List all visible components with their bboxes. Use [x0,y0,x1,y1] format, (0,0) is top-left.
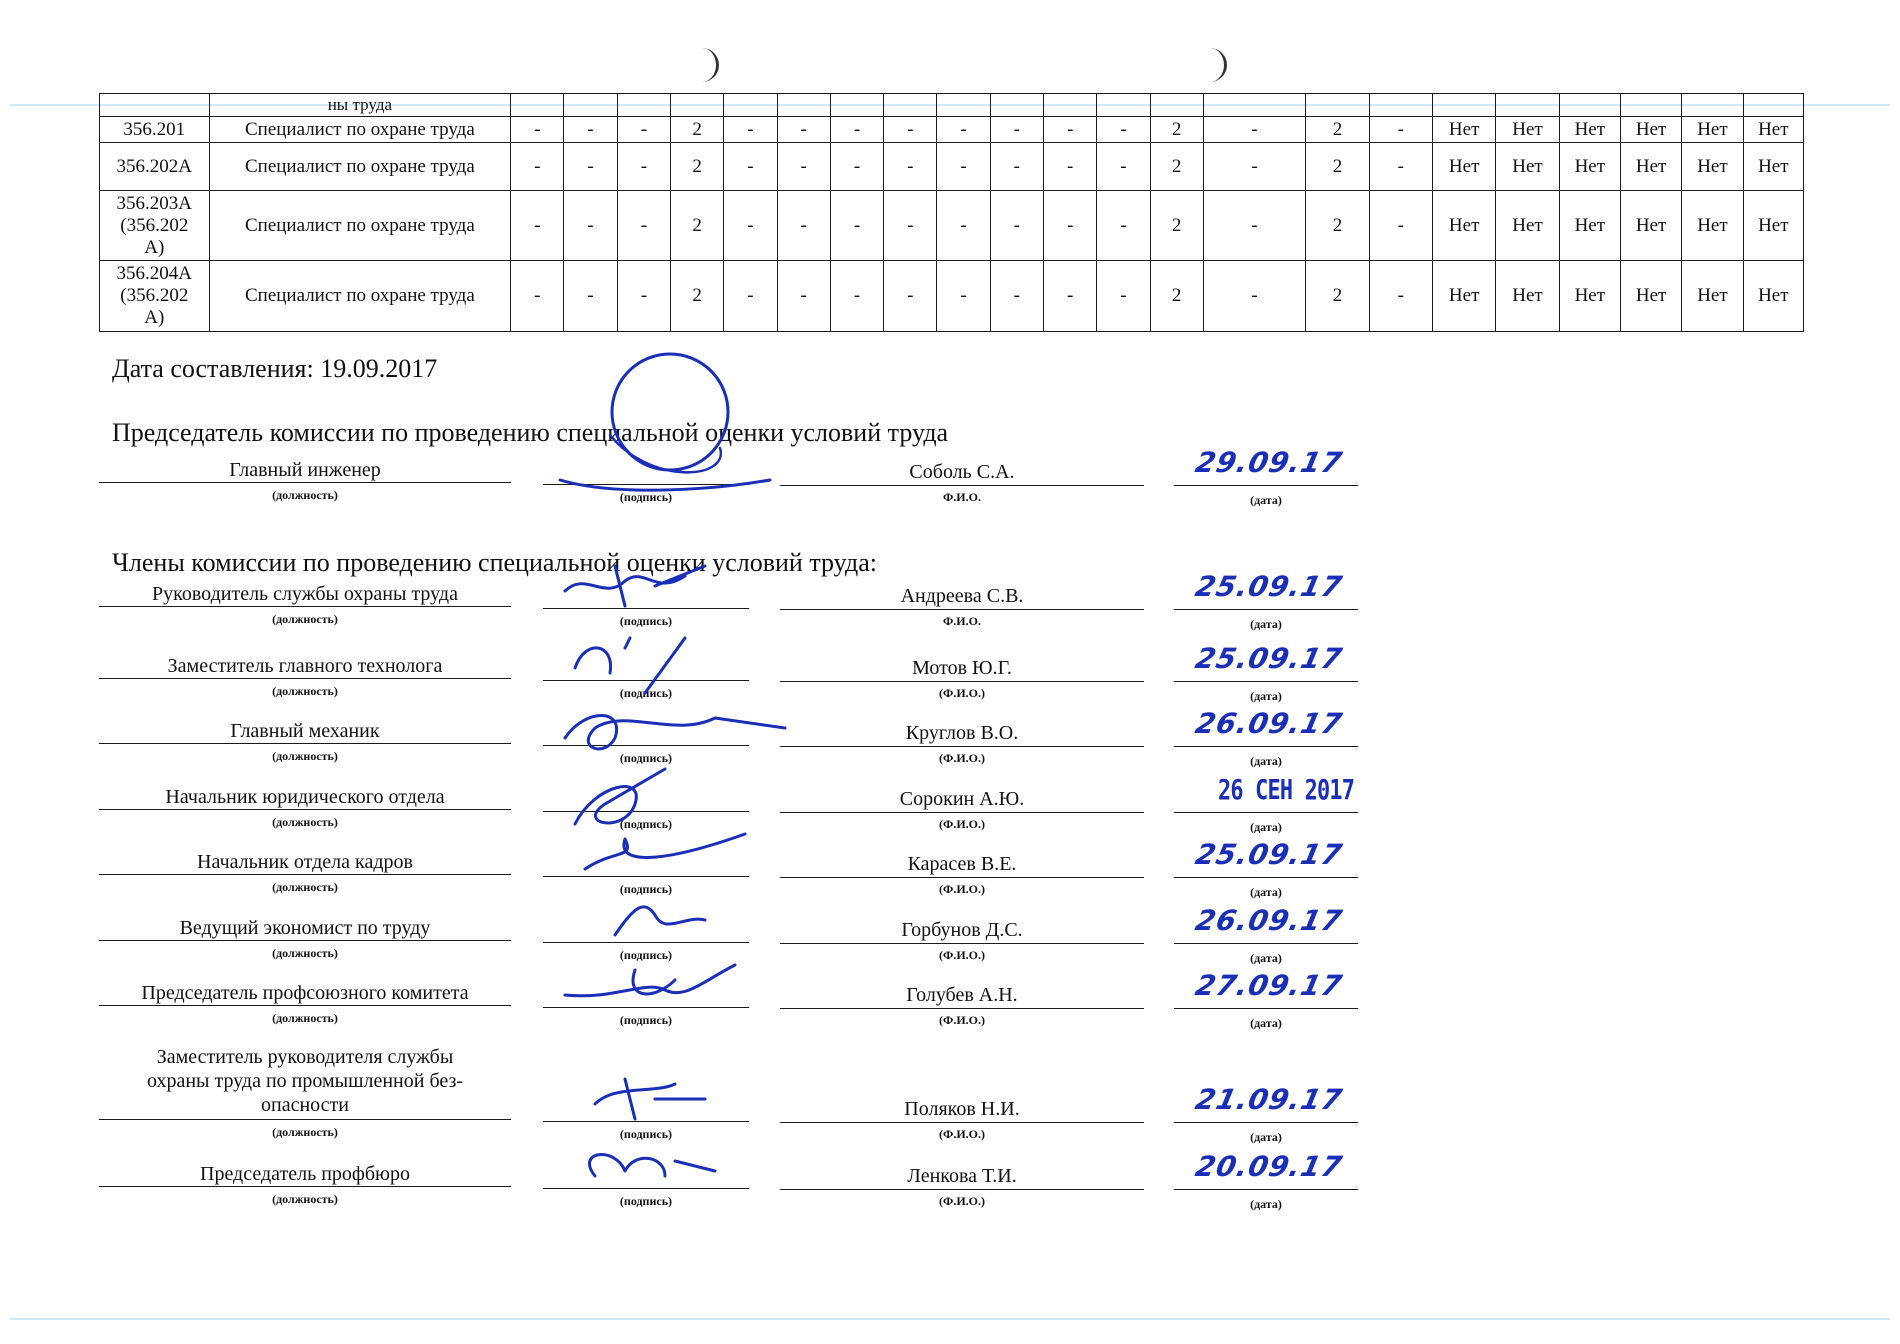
caption-position: (должность) [272,880,338,894]
workplace-code-line: 356.204А [116,263,193,284]
value-cell: 2 [1150,117,1203,143]
person-name: Карасев В.Е. [907,853,1017,875]
table-cell-partial-label: ны труда [209,94,511,117]
handwritten-date: 25.09.17 [1192,838,1346,871]
caption-fio: Ф.И.О. [943,614,981,628]
attestation-table [99,93,1804,332]
value-cell: - [990,117,1043,143]
workplace-code-line: (356.202 [120,214,189,236]
caption-position: (должность) [272,612,338,626]
value-cell: - [884,261,937,332]
value-cell: - [1203,191,1306,261]
value-cell: - [937,191,990,261]
value-cell: - [1043,143,1096,191]
value-cell: Нет [1682,261,1743,332]
underline [780,877,1144,878]
position-cell: Специалист по охране труда [209,143,511,191]
value-cell: - [564,191,617,261]
caption-signature: (подпись) [619,882,673,896]
signature-stroke [565,965,735,996]
caption-signature: (подпись) [619,490,673,504]
position-text: Руководитель службы охраны труда [152,583,458,605]
value-cell: Нет [1433,143,1496,191]
value-cell: - [1369,117,1432,143]
caption-signature: (подпись) [619,685,673,700]
signature-stroke [575,769,665,824]
value-cell: Нет [1496,117,1559,143]
signature-stroke [615,906,705,934]
handwritten-date: 29.09.17 [1192,446,1346,479]
handwritten-date: 25.09.17 [1192,641,1346,675]
value-cell: Нет [1743,191,1803,261]
value-cell: - [830,191,883,261]
value-cell: Нет [1496,143,1559,191]
value-cell: - [724,143,777,191]
value-cell: Нет [1559,261,1620,332]
caption-signature: (подпись) [619,1194,673,1208]
handwritten-date: 21.09.17 [1192,1082,1346,1116]
person-name: Мотов Ю.Г. [912,656,1012,679]
value-cell: - [1203,261,1306,332]
caption-date: (дата) [1250,754,1282,768]
underline [780,1008,1144,1009]
date-compiled: Дата составления: 19.09.2017 [112,354,438,383]
caption-position: (должность) [272,683,338,698]
chairman-heading: Председатель комиссии по проведению специальной оценки условий труда [112,418,949,447]
workplace-code-line: (356.202 [120,285,189,306]
signature-scribble [555,1141,795,1211]
position-text: Председатель профбюро [200,1163,410,1185]
value-cell: Нет [1620,191,1681,261]
value-cell: Нет [1559,191,1620,261]
table-row-partial [100,94,1804,117]
value-cell: 2 [1306,261,1369,332]
underline [99,743,511,744]
caption-signature: (подпись) [619,614,673,628]
value-cell: - [1097,117,1150,143]
position-text: Заместитель главного технолога [167,654,443,677]
caption-fio: (Ф.И.О.) [939,816,985,831]
position-text: Председатель профсоюзного комитета [141,982,469,1004]
signature-scribble [555,895,795,965]
value-cell: - [1369,143,1432,191]
caption-date: (дата) [1250,493,1282,507]
value-cell: - [777,261,830,332]
member-signature-row [0,570,1900,654]
value-cell: - [617,143,670,191]
value-cell: 2 [671,117,724,143]
underline [99,1005,511,1006]
table-row [100,117,1804,143]
position-text-line: Заместитель руководителя службы [156,1045,454,1068]
underline [1174,1122,1358,1123]
value-cell: - [937,143,990,191]
value-cell: - [1097,191,1150,261]
underline [780,485,1144,486]
workplace-code-line: 356.203А [116,192,193,214]
signature-scribble [555,561,795,631]
member-signature-row [0,903,1900,982]
handwritten-date: 27.09.17 [1192,969,1346,1002]
value-cell: Нет [1559,117,1620,143]
handwritten-date: 25.09.17 [1192,570,1346,603]
value-cell: - [1043,117,1096,143]
value-cell: Нет [1682,143,1743,191]
position-text: Главный инженер [229,459,381,481]
underline [780,1189,1144,1190]
value-cell: Нет [1433,191,1496,261]
value-cell: - [884,117,937,143]
signature-scribble [555,698,795,768]
table-row [100,261,1804,332]
caption-fio: (Ф.И.О.) [939,1126,985,1141]
value-cell: - [990,261,1043,332]
value-cell: - [511,261,564,332]
caption-signature: (подпись) [619,947,673,962]
workplace-code-line: 356.202А [116,155,193,177]
caption-fio: Ф.И.О. [943,490,981,504]
table-row [100,191,1804,261]
position-text: Начальник юридического отдела [165,785,445,808]
value-cell: 2 [1306,117,1369,143]
person-name: Сорокин А.Ю. [899,787,1025,810]
value-cell: Нет [1496,261,1559,332]
value-cell: 2 [671,261,724,332]
position-text-line: охраны труда по промышленной без- [146,1069,464,1092]
caption-date: (дата) [1250,1129,1282,1144]
handwritten-date: 20.09.17 [1192,1150,1346,1183]
caption-date: (дата) [1250,688,1282,703]
signature-stroke [575,638,685,693]
underline [1174,681,1358,682]
caption-position: (должность) [272,1192,338,1206]
person-name: Голубев А.Н. [906,984,1018,1006]
value-cell: Нет [1620,261,1681,332]
caption-position: (должность) [272,749,338,763]
value-cell: - [1043,261,1096,332]
value-cell: - [884,191,937,261]
value-cell: Нет [1620,117,1681,143]
value-cell: - [990,191,1043,261]
person-name: Соболь С.А. [909,461,1015,483]
underline [780,681,1144,682]
caption-date: (дата) [1250,1016,1282,1030]
stamped-date: 26 СЕН 2017 [1218,772,1355,806]
position-text-line: опасности [261,1093,349,1116]
position-text: Начальник отдела кадров [197,851,413,873]
value-cell: - [777,143,830,191]
underline [99,1186,511,1187]
position-cell: Специалист по охране труда [209,191,511,261]
underline [1174,1008,1358,1009]
person-name: Горбунов Д.С. [901,918,1023,941]
caption-fio: (Ф.И.О.) [939,1194,985,1208]
position-text [99,1045,511,1117]
member-signature-row [0,641,1900,720]
underline [1174,746,1358,747]
value-cell: Нет [1620,143,1681,191]
value-cell: - [1369,261,1432,332]
caption-signature: (подпись) [619,1126,673,1141]
underline [1174,812,1358,813]
position-text: Главный механик [230,720,380,742]
value-cell: - [830,117,883,143]
caption-fio: (Ф.И.О.) [939,947,985,962]
value-cell: - [990,143,1043,191]
caption-fio: (Ф.И.О.) [939,1013,985,1027]
value-cell: - [564,117,617,143]
signature-scribble [555,829,795,899]
value-cell: Нет [1559,143,1620,191]
caption-date: (дата) [1250,1197,1282,1211]
underline [780,609,1144,610]
underline [99,940,511,941]
caption-position: (должность) [272,945,338,960]
member-signature-row [0,969,1900,1047]
caption-position: (должность) [272,488,338,502]
value-cell: Нет [1433,117,1496,143]
value-cell: - [724,261,777,332]
value-cell: - [617,191,670,261]
members-heading: Члены комиссии по проведению специальной оценки условий труда: [112,548,878,577]
person-name: Поляков Н.И. [904,1097,1020,1120]
underline [99,678,511,679]
caption-date: (дата) [1250,617,1282,631]
workplace-code-line: А) [144,236,165,258]
value-cell: Нет [1743,261,1803,332]
value-cell: - [511,191,564,261]
value-cell: - [724,191,777,261]
value-cell: Нет [1496,191,1559,261]
underline [1174,485,1358,486]
signature-scribble [555,1074,795,1144]
value-cell: - [511,117,564,143]
underline [99,809,511,810]
value-cell: - [884,143,937,191]
value-cell: Нет [1743,143,1803,191]
caption-date: (дата) [1250,885,1282,899]
value-cell: Нет [1682,191,1743,261]
punch-hole-mark [694,48,719,82]
chairman-signature-row [0,446,1900,525]
underline [1174,1189,1358,1190]
handwritten-date: 26.09.17 [1192,903,1346,937]
member-signature-row [0,1045,1900,1161]
signature-stroke [565,566,705,606]
member-signature-row [0,838,1900,916]
workplace-code-cell [100,191,210,261]
workplace-code-cell [100,117,210,143]
position-cell: Специалист по охране труда [209,261,511,332]
value-cell: 2 [1150,261,1203,332]
underline [780,943,1144,944]
person-name: Андреева С.В. [900,585,1024,607]
value-cell: 2 [1150,191,1203,261]
chairman-signature-scribble [540,350,780,500]
value-cell: - [617,261,670,332]
value-cell: - [724,117,777,143]
underline [99,874,511,875]
caption-position: (должность) [272,1011,338,1025]
value-cell: - [564,261,617,332]
underline [1174,877,1358,878]
signature-scribble [555,633,795,703]
caption-fio: (Ф.И.О.) [939,685,985,700]
signature-scribble [555,764,795,834]
value-cell: 2 [1150,143,1203,191]
value-cell: - [777,191,830,261]
member-signature-row [0,1150,1900,1228]
caption-signature: (подпись) [619,751,673,765]
position-text: Ведущий экономист по труду [179,916,431,939]
caption-signature: (подпись) [619,816,673,831]
value-cell: - [1097,143,1150,191]
caption-fio: (Ф.И.О.) [939,751,985,765]
signature-scribble [555,960,795,1030]
caption-fio: (Ф.И.О.) [939,882,985,896]
value-cell: - [1203,143,1306,191]
workplace-code-line: А) [144,307,165,328]
value-cell: - [617,117,670,143]
value-cell: - [830,261,883,332]
person-name: Круглов В.О. [905,722,1019,744]
punch-hole-mark [1202,48,1227,82]
caption-date: (дата) [1250,950,1282,965]
position-cell: Специалист по охране труда [209,117,511,143]
value-cell: - [1043,191,1096,261]
person-name: Ленкова Т.И. [907,1165,1017,1187]
caption-signature: (подпись) [619,1013,673,1027]
workplace-code-line: 356.201 [123,118,186,140]
underline [1174,609,1358,610]
signature-stroke [585,834,745,869]
signature-stroke [589,1155,715,1176]
underline [780,812,1144,813]
value-cell: Нет [1682,117,1743,143]
caption-position: (должность) [272,814,338,829]
underline [780,1122,1144,1123]
underline [1174,943,1358,944]
value-cell: - [511,143,564,191]
value-cell: 2 [1306,143,1369,191]
value-cell: Нет [1433,261,1496,332]
value-cell: 2 [671,191,724,261]
signature-stroke [565,716,785,749]
value-cell: - [1097,261,1150,332]
caption-date: (дата) [1250,819,1282,834]
member-signature-row [0,707,1900,785]
value-cell: - [1203,117,1306,143]
handwritten-date: 26.09.17 [1192,707,1346,740]
caption-position: (должность) [272,1124,338,1139]
value-cell: Нет [1743,117,1803,143]
value-cell: - [1369,191,1432,261]
value-cell: 2 [671,143,724,191]
value-cell: - [777,117,830,143]
underline [99,606,511,607]
member-signature-row [0,772,1900,851]
value-cell: - [564,143,617,191]
value-cell: - [937,261,990,332]
underline [99,1119,511,1120]
workplace-code-cell [100,261,210,332]
value-cell: - [830,143,883,191]
value-cell: - [937,117,990,143]
underline [99,482,511,483]
underline [780,746,1144,747]
scan-artifact-line [10,1318,1890,1320]
workplace-code-cell [100,143,210,191]
signature-stroke [595,1079,705,1119]
value-cell: 2 [1306,191,1369,261]
table-row [100,143,1804,191]
